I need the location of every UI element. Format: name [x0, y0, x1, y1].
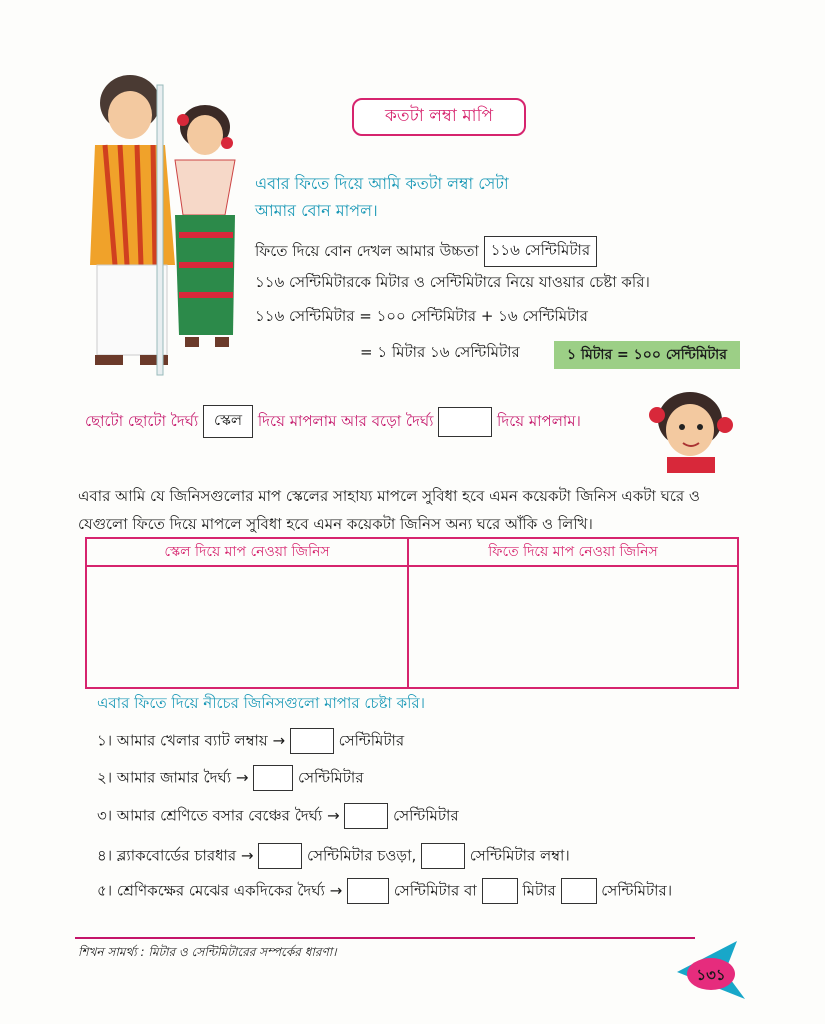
task-5-cm-blank[interactable] [347, 878, 389, 904]
footer-divider [75, 937, 695, 939]
task-3 [97, 803, 459, 830]
intro-line-1: এবার ফিতে দিয়ে আমি কতটা লম্বা সেটা [255, 174, 509, 193]
task-4-width-blank[interactable] [258, 843, 302, 869]
task-1-unit: সেন্টিমিটার [338, 731, 405, 750]
page-number-badge [677, 941, 745, 1003]
page-title: কতটা লম্বা মাপি [352, 98, 526, 136]
task-2-blank[interactable] [253, 765, 293, 791]
task-3-label: ৩। আমার শ্রেণিতে বসার বেঞ্চের দৈর্ঘ্য → [97, 806, 340, 825]
task-4-label: ৪। ব্ল্যাকবোর্ডের চারধার → [97, 846, 254, 865]
equation-1: ১১৬ সেন্টিমিটার = ১০০ সেন্টিমিটার + ১৬ সেন্টিমিটার [255, 307, 588, 325]
task-2-label: ২। আমার জামার দৈর্ঘ্য → [97, 768, 249, 787]
height-text: ফিতে দিয়ে বোন দেখল আমার উচ্চতা [255, 242, 479, 260]
task-4-unit-wide: সেন্টিমিটার চওড়া, [307, 846, 417, 865]
task-5 [97, 878, 672, 905]
meter-conversion-note: ১ মিটার = ১০০ সেন্টিমিটার [554, 341, 740, 369]
girl-face-illustration [645, 385, 735, 473]
task-4-length-blank[interactable] [421, 843, 465, 869]
paragraph-line-2: যেগুলো ফিতে দিয়ে মাপলে সুবিধা হবে এমন কয়েকটা জিনিস অন্য ঘরে আঁকি ও লিখি। [78, 515, 593, 533]
intro-text [255, 170, 509, 224]
height-value: ১১৬ সেন্টিমিটার [484, 236, 597, 267]
intro-line-2: আমার বোন মাপল। [255, 201, 378, 220]
task-5-unit-or: সেন্টিমিটার বা [393, 881, 477, 900]
task-2 [97, 765, 364, 792]
task-5-m-blank[interactable] [482, 878, 518, 904]
table-header-tape: ফিতে দিয়ে মাপ নেওয়া জিনিস [408, 538, 738, 566]
task-1-blank[interactable] [290, 728, 334, 754]
instruction-paragraph [78, 482, 700, 538]
paragraph-line-1: এবার আমি যে জিনিসগুলোর মাপ স্কেলের সাহায্য মাপলে সুবিধা হবে এমন কয়েকটা জিনিস একটা ঘরে ও [78, 487, 700, 505]
equation-2: = ১ মিটার ১৬ সেন্টিমিটার [360, 343, 520, 361]
task-5-label: ৫। শ্রেণিকক্ষের মেঝের একদিকের দৈর্ঘ্য → [97, 881, 343, 900]
scale-sentence [85, 405, 581, 438]
task-title: এবার ফিতে দিয়ে নীচের জিনিসগুলো মাপার চেষ্টা করি। [97, 694, 426, 712]
convert-line: ১১৬ সেন্টিমিটারকে মিটার ও সেন্টিমিটারে নিয়ে যাওয়ার চেষ্টা করি। [255, 273, 650, 291]
table-header-scale: স্কেল দিয়ে মাপ নেওয়া জিনিস [86, 538, 408, 566]
scale-text-c: দিয়ে মাপলাম। [497, 412, 581, 430]
tape-items-cell[interactable] [408, 566, 738, 688]
task-5-cm2-blank[interactable] [561, 878, 597, 904]
task-3-blank[interactable] [344, 803, 388, 829]
scale-text-a: ছোটো ছোটো দৈর্ঘ্য [85, 412, 199, 430]
tape-answer-blank[interactable] [438, 407, 492, 437]
task-5-unit-end: সেন্টিমিটার। [601, 881, 673, 900]
page-number: ১৩১ [696, 966, 726, 984]
scale-answer-box: স্কেল [203, 405, 253, 438]
task-1-label: ১। আমার খেলার ব্যাট লম্বায় → [97, 731, 286, 750]
task-4-unit-long: সেন্টিমিটার লম্বা। [469, 846, 570, 865]
task-2-unit: সেন্টিমিটার [298, 768, 364, 787]
learning-outcome: শিখন সামর্থ্য : মিটার ও সেন্টিমিটারের সম্পর্কের ধারণা। [78, 945, 337, 959]
boy-girl-illustration [75, 65, 250, 385]
task-3-unit: সেন্টিমিটার [393, 806, 459, 825]
scale-items-cell[interactable] [86, 566, 408, 688]
task-5-unit-m: মিটার [522, 881, 556, 900]
measurement-table [85, 537, 739, 689]
height-statement [255, 236, 597, 267]
scale-text-b: দিয়ে মাপলাম আর বড়ো দৈর্ঘ্য [257, 412, 434, 430]
task-1 [97, 728, 404, 755]
task-4 [97, 843, 570, 870]
